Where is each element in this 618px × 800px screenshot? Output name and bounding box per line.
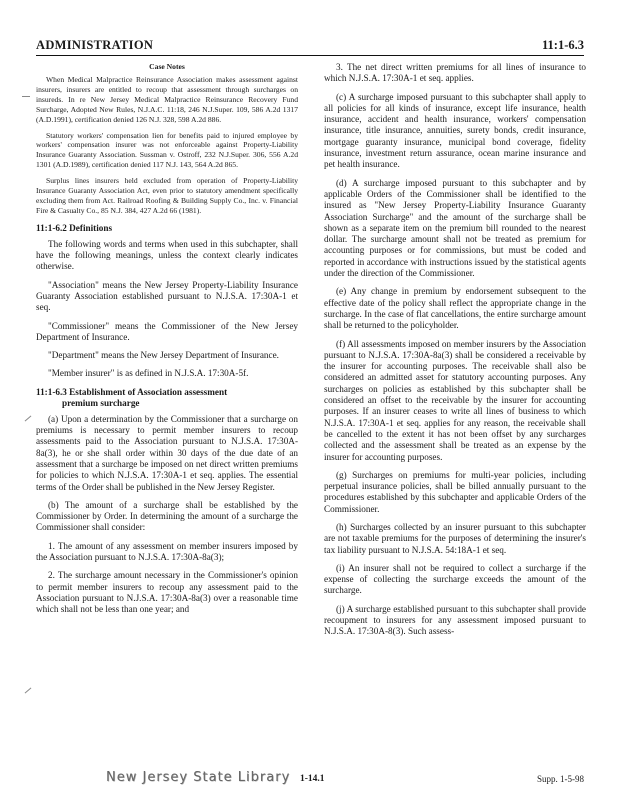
definitions-intro: The following words and terms when used in this subchapter, shall have the following meanings, unless the context clearly indicates otherwise. [36, 238, 298, 272]
header-title: ADMINISTRATION [36, 38, 154, 52]
header-section: 11:1-6.3 [541, 38, 584, 52]
paragraph-b-1: 1. The amount of any assessment on member insurers imposed by the Association pursuant to N.J.S.A. 17:30A-8a(3); [36, 540, 298, 563]
header-rule [36, 55, 584, 56]
case-note: When Medical Malpractice Reinsurance Association makes assessment against insurers, insurers are entitled to recoup that assessment through surcharges on insureds. In re New Jersey Medical Malpractice Reinsurance Recovery Fund Surcharge, Adopted New Rules, N.J.A.C. 11:18, 246 N.J.Super. 109, 586 A.2d 1317 (A.D.1991), certification denied 126 N.J. 328, 598 A.2d 886. [36, 75, 298, 124]
paragraph-f: (f) All assessments imposed on member insurers by the Association pursuant to N.J.S.A. 17:30A-8a(3) shall be considered a receivable by the insurer for accounting purposes. The receivable shall also be considered an admitted asset for statutory accounting purposes. Any surcharges on policies as established by this subchapter shall be considered an offset to the receivable by the insurer for accounting purposes. If an insurer ceases to write all lines of business to which N.J.S.A. 17:30A-1 et seq. applies for any reason, the receivable shall be cancelled to the extent it has not been offset by any surcharges collected and the assessment shall be treated as an expense by the insurer for accounting purposes. [324, 338, 586, 462]
library-watermark: New Jersey State Library [106, 770, 291, 785]
case-note: Surplus lines insurers held excluded from operation of Property-Liability Insurance Guaranty Association Act, even prior to statutory amendment specifically excluding them from Act. Railroad Roofing & Building Supply Co., Inc. v. Financial Fire & Casualty Co., 85 N.J. 384, 427 A.2d 66 (1981). [36, 176, 298, 215]
paragraph-g: (g) Surcharges on premiums for multi-year policies, including perpetual insurance policies, shall be billed annually pursuant to the procedures established by this subchapter and applicable Orders of the Commissioner. [324, 469, 586, 514]
paragraph-c: (c) A surcharge imposed pursuant to this subchapter shall apply to all policies for all kinds of insurance, except life insurance, health insurance, accident and health insurance, workers' compensation insurance, title insurance, annuities, surety bonds, credit insurance, mortgage guaranty insurance, municipal bond coverage, fidelity insurance, investment return assurance, ocean marine insurance and pet health insurance. [324, 91, 586, 170]
case-note: Statutory workers' compensation lien for benefits paid to injured employee by workers' compensation insurer was not enforceable against Property-Liability Insurance Guaranty Association. Sussman v. Ostroff, 232 N.J.Super. 306, 556 A.2d 1301 (A.D.1989), certification denied 117 N.J. 143, 564 A.2d 865. [36, 130, 298, 170]
definition-member-insurer: "Member insurer" is as defined in N.J.S.A. 17:30A-5f. [48, 368, 249, 379]
margin-mark [25, 416, 32, 422]
paragraph-d: (d) A surcharge imposed pursuant to this subchapter and by applicable Orders of the Commissioner shall be identified to the insured as "New Jersey Property-Liability Insurance Guaranty Association Surcharge" and the amount of the surcharge shall be shown as a separate item on the premium bill rounded to the nearest dollar. The surcharge amount shall not be treated as premium for accounting purposes or for commissions, but must be coded and reported in accordance with instructions issued by the statistical agents under the direction of the Commissioner. [324, 177, 586, 279]
paragraph-j: (j) A surcharge established pursuant to this subchapter shall provide recoupment to insurers for any assessment imposed pursuant to N.J.S.A. 17:30A-8(3). Such assess- [324, 603, 586, 637]
definition-commissioner: "Commissioner" means the Commissioner of the New Jersey Department of Insurance. [36, 320, 298, 342]
section-heading-6-2: 11:1-6.2 Definitions [36, 222, 113, 233]
margin-mark [25, 688, 32, 694]
definition-department: "Department" means the New Jersey Department of Insurance. [48, 350, 279, 361]
running-header [36, 38, 584, 54]
supplement-date: Supp. 1-5-98 [537, 774, 584, 784]
paragraph-i: (i) An insurer shall not be required to collect a surcharge if the expense of collecting the surcharge exceeds the amount of the surcharge. [324, 562, 586, 596]
paragraph-e: (e) Any change in premium by endorsement subsequent to the effective date of the policy shall reflect the appropriate change in the surcharge. In the case of flat cancellations, the entire surcharge amount shall be returned to the policyholder. [324, 286, 586, 331]
paragraph-b-3: 3. The net direct written premiums for all lines of insurance to which N.J.S.A. 17:30A-1 et seq. applies. [324, 62, 586, 84]
section-heading-line: 11:1-6.3 Establishment of Association assessment [36, 386, 228, 397]
definition-association: "Association" means the New Jersey Property-Liability Insurance Guaranty Association established pursuant to N.J.S.A. 17:30A-1 et seq. [36, 279, 298, 313]
paragraph-h: (h) Surcharges collected by an insurer pursuant to this subchapter are not taxable premiums for the purposes of determining the insurer's tax liability pursuant to N.J.S.A. 54:18A-1 et seq. [324, 521, 586, 555]
paragraph-b: (b) The amount of a surcharge shall be established by the Commissioner by Order. In determining the amount of a surcharge the Commissioner shall consider: [36, 499, 298, 533]
left-column [36, 62, 298, 767]
paragraph-b-2: 2. The surcharge amount necessary in the Commissioner's opinion to permit member insurers to recoup any assessment paid to the Association pursuant to N.J.S.A. 17:30A-8a(3) over a reasonable time which shall not be less than one year; and [36, 570, 298, 615]
right-column [324, 62, 586, 767]
section-heading-6-3 [36, 387, 298, 409]
margin-mark [22, 96, 30, 97]
case-notes-title: Case Notes [149, 62, 185, 71]
section-heading-line: premium surcharge [62, 397, 140, 408]
page-footer [0, 768, 618, 792]
page-number: 1-14.1 [300, 774, 325, 784]
paragraph-a: (a) Upon a determination by the Commissioner that a surcharge on premiums is necessary to permit member insurers to recoup assessments paid to the Association pursuant to N.J.S.A. 17:30A-8a(3), he or she shall order within 30 days of the due date of an assessment that a surcharge be imposed on net direct written premiums for policies to which N.J.S.A. 17:30A-1 et seq. applies. The essential terms of the Order shall be published in the New Jersey Register. [36, 413, 298, 492]
